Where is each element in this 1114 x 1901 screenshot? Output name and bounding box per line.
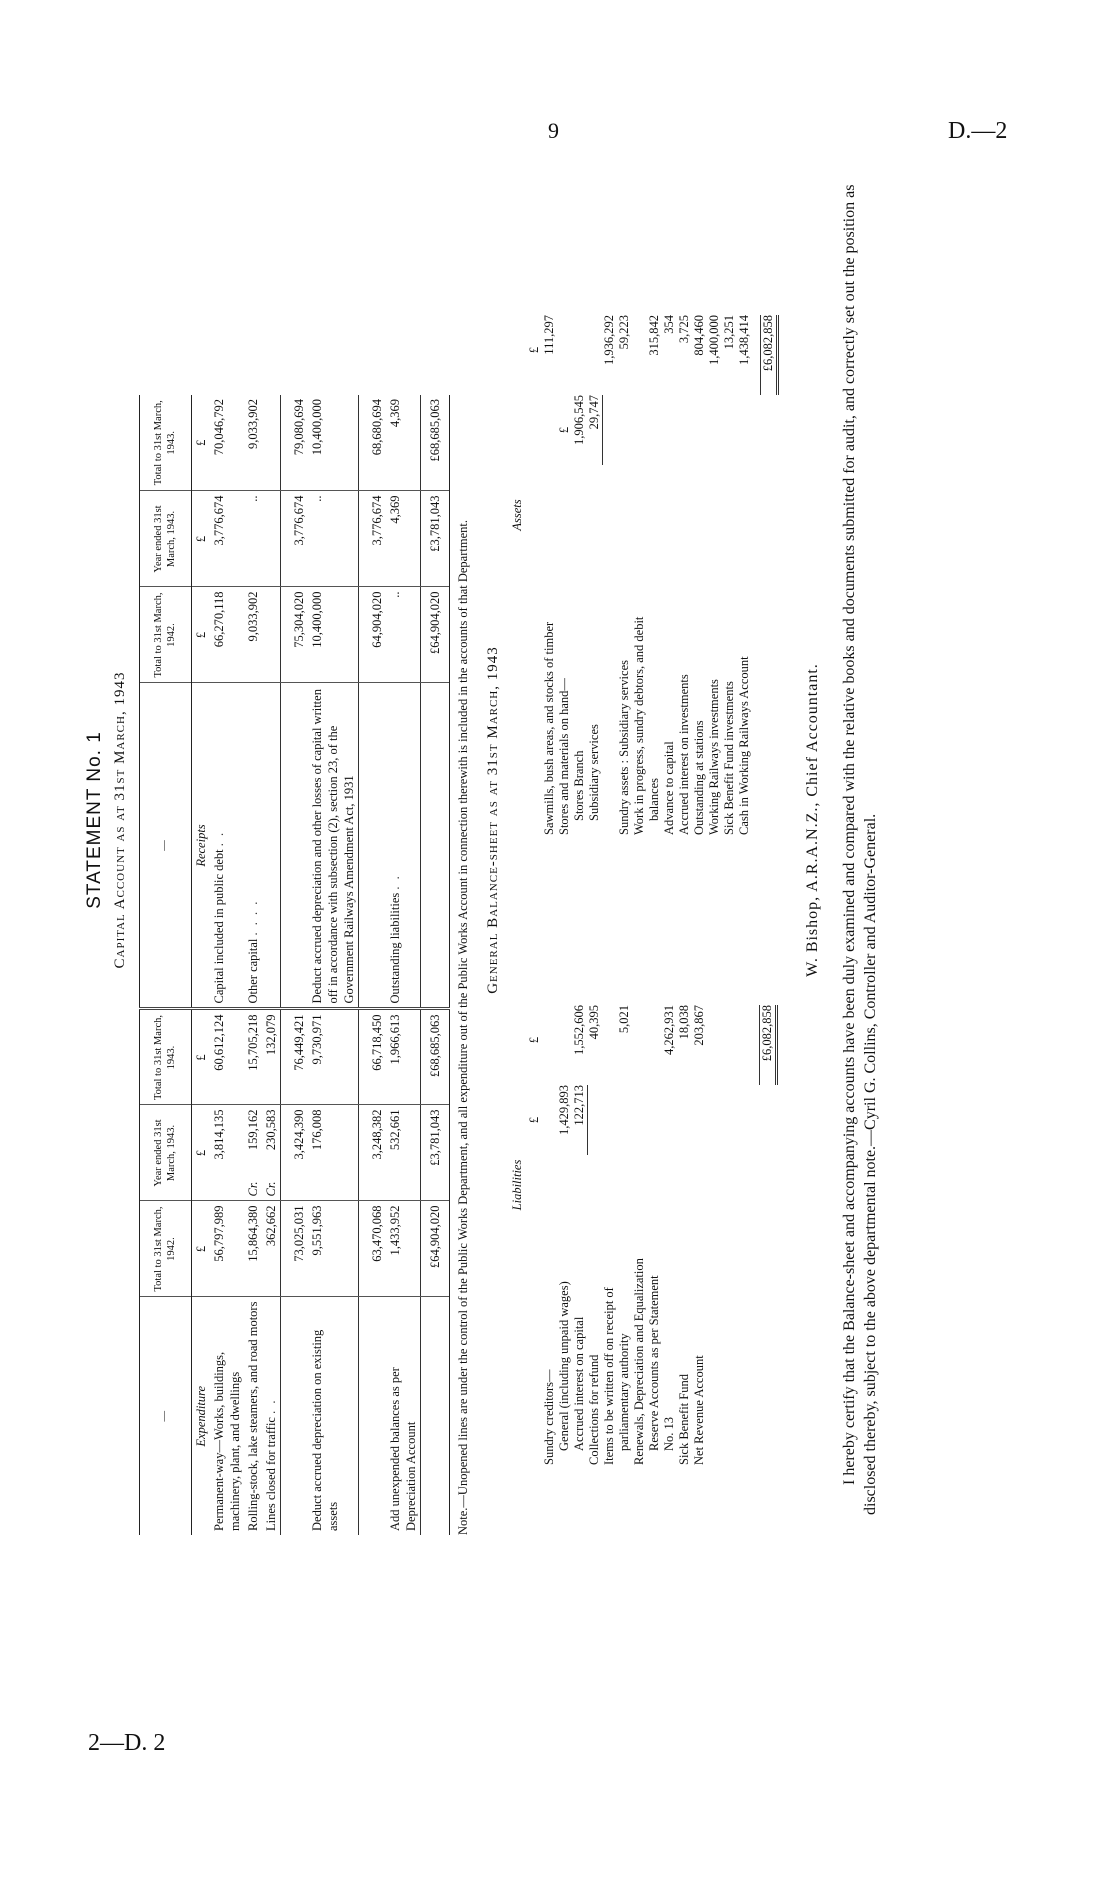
exp-deduct-t1942: 9,551,963 [308,1201,359,1297]
asset-stores-branch-amt: 1,906,545 [572,395,586,445]
rec-total-year: £3,781,043 [421,491,450,587]
liab-items-amt: 5,021 [617,1005,631,1034]
pound-sign: £ [192,491,211,587]
statement-title: STATEMENT No. 1 [84,731,105,909]
liab-renewals-1: Renewals, Depreciation and Equalization [632,1258,646,1465]
rec-desc: Capital included in public debt . . [210,683,244,1009]
asset-sick-inv-amt: 13,251 [722,315,736,350]
pound-sign: £ [527,1116,541,1124]
asset-advance: Advance to capital [662,741,676,835]
liab-items-2: parliamentary authority [617,1333,631,1451]
exp-year: Cr. 159,162 [244,1105,262,1201]
signature: W. Bishop, A.R.A.N.Z., Chief Accountant. [804,663,821,977]
capital-header-row [140,105,192,1535]
bottom-page-ref: 2—D. 2 [88,1730,166,1756]
rec-deduct-year: .. [308,491,359,587]
exp-t1942: 56,797,989 [210,1201,244,1297]
rec-t1942: 66,270,118 [210,587,244,683]
expenditure-heading: Expenditure [194,1385,208,1447]
exp-t1943: 60,612,124 [210,1009,244,1105]
rec-t1942: 9,033,902 [244,587,262,683]
rec-year: 3,776,674 [210,491,244,587]
exp-total-t1942: £64,904,020 [421,1201,450,1297]
col-head-year-rec: Year ended 31st March, 1943. [140,491,192,587]
rec-subtotal-year: 3,776,674 [281,491,309,587]
liab-items-1: Items to be written off on receipt of [602,1287,616,1465]
liabilities-column [510,905,774,1465]
rec-subtotal-t1942: 75,304,020 [281,587,309,683]
table-row [281,105,309,1535]
liabilities-heading: Liabilities [510,1159,524,1211]
exp-add-year: 532,661 [386,1105,421,1201]
asset-outstanding: Outstanding at stations [692,720,706,835]
rec-out-t1942: .. [386,587,421,683]
assets-heading: Assets [510,499,524,531]
section-code: D.—2 [948,118,1008,144]
liab-collections: Collections for refund [587,1354,601,1465]
liab-sundry: Sundry creditors— [542,1369,556,1465]
exp-year: Cr. 230,583 [262,1105,281,1201]
rec-out-year: 4,369 [386,491,421,587]
asset-cash-amt: 1,438,414 [737,315,751,365]
balance-sheet-title: General Balance-sheet as at 31st March, 1943 [485,646,501,994]
liab-sick-amt: 18,038 [677,1005,691,1040]
rec-t1943: 70,046,792 [210,395,244,491]
table-row [308,105,359,1535]
col-head-year-exp: Year ended 31st March, 1943. [140,1105,192,1201]
exp-add-t1943: 1,966,613 [386,1009,421,1105]
rec-desc: Other capital . . . . [244,683,262,1009]
asset-sick-inv: Sick Benefit Fund investments [722,681,736,835]
exp-add-desc: Add unexpended balances as per Depreciation Account [388,1367,418,1531]
rotated-page-content [80,105,1030,1535]
rec-net-year: 3,776,674 [359,491,387,587]
exp-subtotal-t1943: 76,449,421 [281,1009,309,1105]
statement-note: Note.—Unopened lines are under the control of the Public Works Department, and all expenditure out of the Public Works Account in connection therewith is included in the accounts of that Department. [456,520,470,1535]
exp-deduct-year: 176,008 [308,1105,359,1201]
liab-renewals-3: No. 13 [662,1416,676,1451]
rec-deduct-t1943: 10,400,000 [308,395,359,491]
exp-subtotal-t1942: 73,025,031 [281,1201,309,1297]
table-row [359,105,387,1535]
exp-t1942: 15,864,380 [244,1201,262,1297]
rec-out-t1943: 4,369 [386,395,421,491]
balance-sheet [510,105,780,1535]
pound-sign: £ [192,1201,211,1297]
col-head-desc-rec: — [140,683,192,1009]
asset-work-2: balances [647,777,661,821]
liab-renewals-2: Reserve Accounts as per Statement [647,1275,661,1451]
exp-desc: Permanent-way—Works, buildings, machinery, plant, and dwellings [212,1351,242,1531]
col-head-t1942-exp: Total to 31st March, 1942. [140,1201,192,1297]
exp-net-year: 3,248,382 [359,1105,387,1201]
asset-stores-total: 1,936,292 [602,315,616,365]
liab-general-amt: 1,429,893 [557,1085,571,1135]
rec-year: .. [244,491,262,587]
asset-work-amt: 315,842 [647,315,661,356]
asset-cash: Cash in Working Railways Account [737,656,751,835]
asset-working-inv-amt: 1,400,000 [707,315,721,365]
capital-account-table [139,105,450,1535]
pound-sign: £ [192,1009,211,1105]
asset-work-1: Work in progress, sundry debtors, and debit [632,616,646,835]
exp-desc: Lines closed for traffic . . [264,1398,278,1531]
asset-sundry: Sundry assets : Subsidiary services [617,660,631,835]
exp-t1942: 362,662 [262,1201,281,1297]
asset-sundry-amt: 59,223 [617,315,631,350]
receipts-heading: Receipts [194,824,208,867]
pound-sign: £ [527,346,541,354]
auditor-certificate: I hereby certify that the Balance-sheet and accompanying accounts have been duly examined and compared with the relative books and documents submitted for audit, and correctly set out the position as disclosed thereby, subject to the above departmental note.—Cyril G. Collins, Controller and Auditor-General. [841,184,879,1515]
asset-accrued: Accrued interest on investments [677,674,691,835]
asset-stores: Stores and materials on hand— [557,678,571,835]
exp-total-year: £3,781,043 [421,1105,450,1201]
rec-deduct-t1942: 10,400,000 [308,587,359,683]
rec-net-t1943: 68,680,694 [359,395,387,491]
rec-net-t1942: 64,904,020 [359,587,387,683]
col-head-t1942-rec: Total to 31st March, 1942. [140,587,192,683]
asset-sawmills: Sawmills, bush areas, and stocks of timber [542,621,556,835]
rec-subtotal-t1943: 79,080,694 [281,395,309,491]
rec-t1943: 9,033,902 [244,395,262,491]
liab-total: £6,082,858 [759,1005,778,1085]
exp-total-t1943: £68,685,063 [421,1009,450,1105]
rec-total-t1942: £64,904,020 [421,587,450,683]
asset-sawmills-amt: 111,297 [542,315,556,355]
asset-outstanding-amt: 804,460 [692,315,706,356]
table-row [192,105,211,1535]
liab-net-amt: 203,867 [692,1005,706,1046]
asset-stores-branch: Stores Branch [572,750,586,821]
page-number: 9 [548,118,559,143]
pound-sign: £ [192,395,211,491]
pound-sign: £ [527,1036,541,1044]
table-row [244,105,262,1535]
asset-working-inv: Working Railways investments [707,679,721,835]
exp-deduct-desc: Deduct accrued depreciation on existing assets [310,1329,340,1531]
exp-year: 3,814,135 [210,1105,244,1201]
assets-column [510,195,775,835]
table-row [386,105,421,1535]
asset-subsidiary: Subsidiary services [587,724,601,821]
exp-t1943: 15,705,218 [244,1009,262,1105]
exp-deduct-t1943: 9,730,971 [308,1009,359,1105]
liab-sick: Sick Benefit Fund [677,1374,691,1465]
exp-net-t1942: 63,470,068 [359,1201,387,1297]
rec-out-desc: Outstanding liabilities . . [386,683,421,1009]
pound-sign: £ [192,1105,211,1201]
exp-add-t1942: 1,433,952 [386,1201,421,1297]
statement-subtitle: Capital Account as at 31st March, 1943 [112,671,128,969]
exp-subtotal-year: 3,424,390 [281,1105,309,1201]
liab-accrued: Accrued interest on capital [572,1316,586,1451]
capital-total-row [421,105,450,1535]
liab-sundry-total: 1,552,606 [572,1005,586,1055]
exp-t1943: 132,079 [262,1009,281,1105]
liab-renewals-amt: 4,262,931 [662,1005,676,1055]
exp-desc: Rolling-stock, lake steamers, and road motors [246,1301,260,1531]
col-head-t1943-rec: Total to 31st March, 1943. [140,395,192,491]
table-row [262,105,281,1535]
liab-general: General (including unpaid wages) [557,1281,571,1451]
col-head-desc-exp: — [140,1297,192,1535]
liab-accrued-amt: 122,713 [572,1085,588,1155]
asset-advance-amt: 354 [662,315,676,334]
asset-accrued-amt: 3,725 [677,315,691,344]
pound-sign: £ [557,426,571,434]
exp-net-t1943: 66,718,450 [359,1009,387,1105]
liab-collections-amt: 40,395 [587,1005,601,1040]
col-head-t1943-exp: Total to 31st March, 1943. [140,1009,192,1105]
rec-total-t1943: £68,685,063 [421,395,450,491]
asset-subsidiary-amt: 29,747 [587,395,603,465]
asset-total: £6,082,858 [760,315,779,395]
rec-deduct-desc: Deduct accrued depreciation and other losses of capital written off in accordance with subsection (2), section 23, of the Government Railways Amendment Act, 1931 [308,683,359,1009]
liab-net: Net Revenue Account [692,1355,706,1465]
pound-sign: £ [192,587,211,683]
table-row [210,105,244,1535]
